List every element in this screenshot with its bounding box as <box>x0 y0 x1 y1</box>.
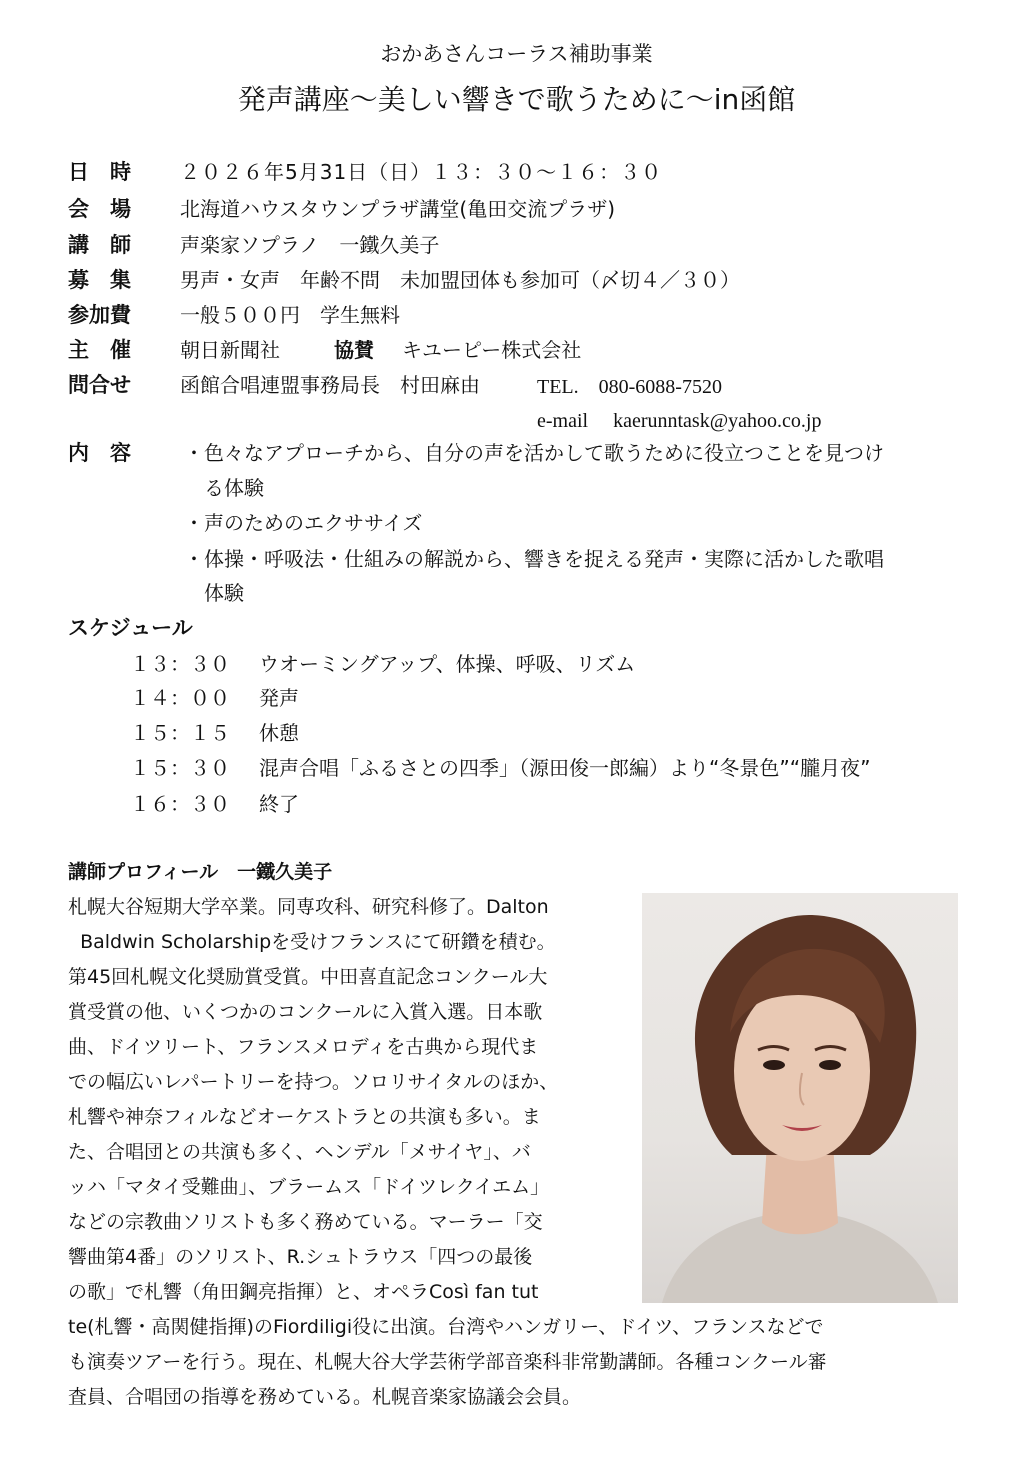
profile-line: Baldwin Scholarshipを受けフランスにて研鑽を積む。 <box>68 931 556 953</box>
portrait-illustration <box>642 893 958 1303</box>
schedule-time: １４：００ <box>130 686 230 710</box>
profile-line: などの宗教曲ソリストも多く務めている。マーラー「交 <box>68 1211 543 1233</box>
lecturer-value: 声楽家ソプラノ 一鐵久美子 <box>180 233 440 257</box>
profile-line: 賞受賞の他、いくつかのコンクールに入賞入選。日本歌 <box>68 1001 543 1023</box>
profile-line: te(札響・高関健指揮)のFiordiligi役に出演。台湾やハンガリー、ドイツ、フランスなどで <box>68 1316 824 1338</box>
fee-label: 参加費 <box>68 303 131 327</box>
date-value: ２０２６年5月31日（日）１３：３０～１６：３０ <box>180 160 663 184</box>
sponsor-label: 協賛 <box>334 338 374 362</box>
schedule-time: １５：１５ <box>130 721 230 745</box>
date-label: 日 時 <box>68 160 131 184</box>
profile-line: 第45回札幌文化奨励賞受賞。中田喜直記念コンクール大 <box>68 966 548 988</box>
schedule-desc: 終了 <box>259 792 299 816</box>
host-value: 朝日新聞社 <box>180 338 280 362</box>
schedule-desc: 混声合唱「ふるさとの四季」（源田俊一郎編）より“冬景色”“朧月夜” <box>259 756 871 780</box>
schedule-desc: ウオーミングアップ、体操、呼吸、リズム <box>259 652 636 676</box>
profile-heading: 講師プロフィール 一鐵久美子 <box>68 861 333 883</box>
fee-value: 一般５００円 学生無料 <box>180 303 400 327</box>
host-label: 主 催 <box>68 338 131 362</box>
profile-line: での幅広いレパートリーを持つ。ソロリサイタルのほか、 <box>68 1071 559 1093</box>
profile-line: ッハ「マタイ受難曲」、ブラームス「ドイツレクイエム」 <box>68 1176 550 1198</box>
profile-line: 曲、ドイツリート、フランスメロディを古典から現代ま <box>68 1036 539 1058</box>
contact-name: 函館合唱連盟事務局長 村田麻由 <box>180 373 480 397</box>
content-item-3-cont: 体験 <box>204 581 244 605</box>
profile-line: 査員、合唱団の指導を務めている。札幌音楽家協議会会員。 <box>68 1386 582 1408</box>
profile-line: 札響や神奈フィルなどオーケストラとの共演も多い。ま <box>68 1106 541 1128</box>
contact-tel: TEL. 080-6088-7520 <box>537 376 722 398</box>
profile-line: の歌」で札響（角田鋼亮指揮）と、オペラCosì fan tut <box>68 1281 539 1303</box>
profile-line: も演奏ツアーを行う。現在、札幌大谷大学芸術学部音楽科非常勤講師。各種コンクール審 <box>68 1351 827 1373</box>
recruit-value: 男声・女声 年齢不問 未加盟団体も参加可（〆切４／３０） <box>180 268 740 292</box>
lecturer-photo <box>642 893 958 1303</box>
content-item-1-cont: る体験 <box>204 476 264 500</box>
schedule-time: １５：３０ <box>130 756 230 780</box>
contact-email: e-mail kaerunntask@yahoo.co.jp <box>537 410 822 432</box>
schedule-desc: 発声 <box>259 686 299 710</box>
contact-label: 問合せ <box>68 373 131 397</box>
schedule-time: １３：３０ <box>130 652 230 676</box>
content-label: 内 容 <box>68 441 131 465</box>
page-title: 発声講座～美しい響きで歌うために～in函館 <box>237 83 796 116</box>
sponsor-value: キユーピー株式会社 <box>402 338 582 362</box>
content-item-3: ・体操・呼吸法・仕組みの解説から、響きを捉える発声・実際に活かした歌唱 <box>184 547 884 571</box>
content-item-2: ・声のためのエクササイズ <box>184 511 423 535</box>
subtitle: おかあさんコーラス補助事業 <box>380 42 653 66</box>
schedule-desc: 休憩 <box>259 721 299 745</box>
profile-line: た、合唱団との共演も多く、ヘンデル「メサイヤ」、バ <box>68 1141 531 1163</box>
schedule-heading: スケジュール <box>68 616 193 640</box>
schedule-time: １６：３０ <box>130 792 230 816</box>
lecturer-label: 講 師 <box>68 233 131 257</box>
venue-value: 北海道ハウスタウンプラザ講堂(亀田交流プラザ) <box>180 197 616 221</box>
recruit-label: 募 集 <box>68 268 131 292</box>
profile-line: 響曲第4番」のソリスト、R.シュトラウス「四つの最後 <box>68 1246 533 1268</box>
profile-line: 札幌大谷短期大学卒業。同専攻科、研究科修了。Dalton <box>68 896 549 918</box>
venue-label: 会 場 <box>68 197 131 221</box>
content-item-1: ・色々なアプローチから、自分の声を活かして歌うために役立つことを見つけ <box>184 441 884 465</box>
